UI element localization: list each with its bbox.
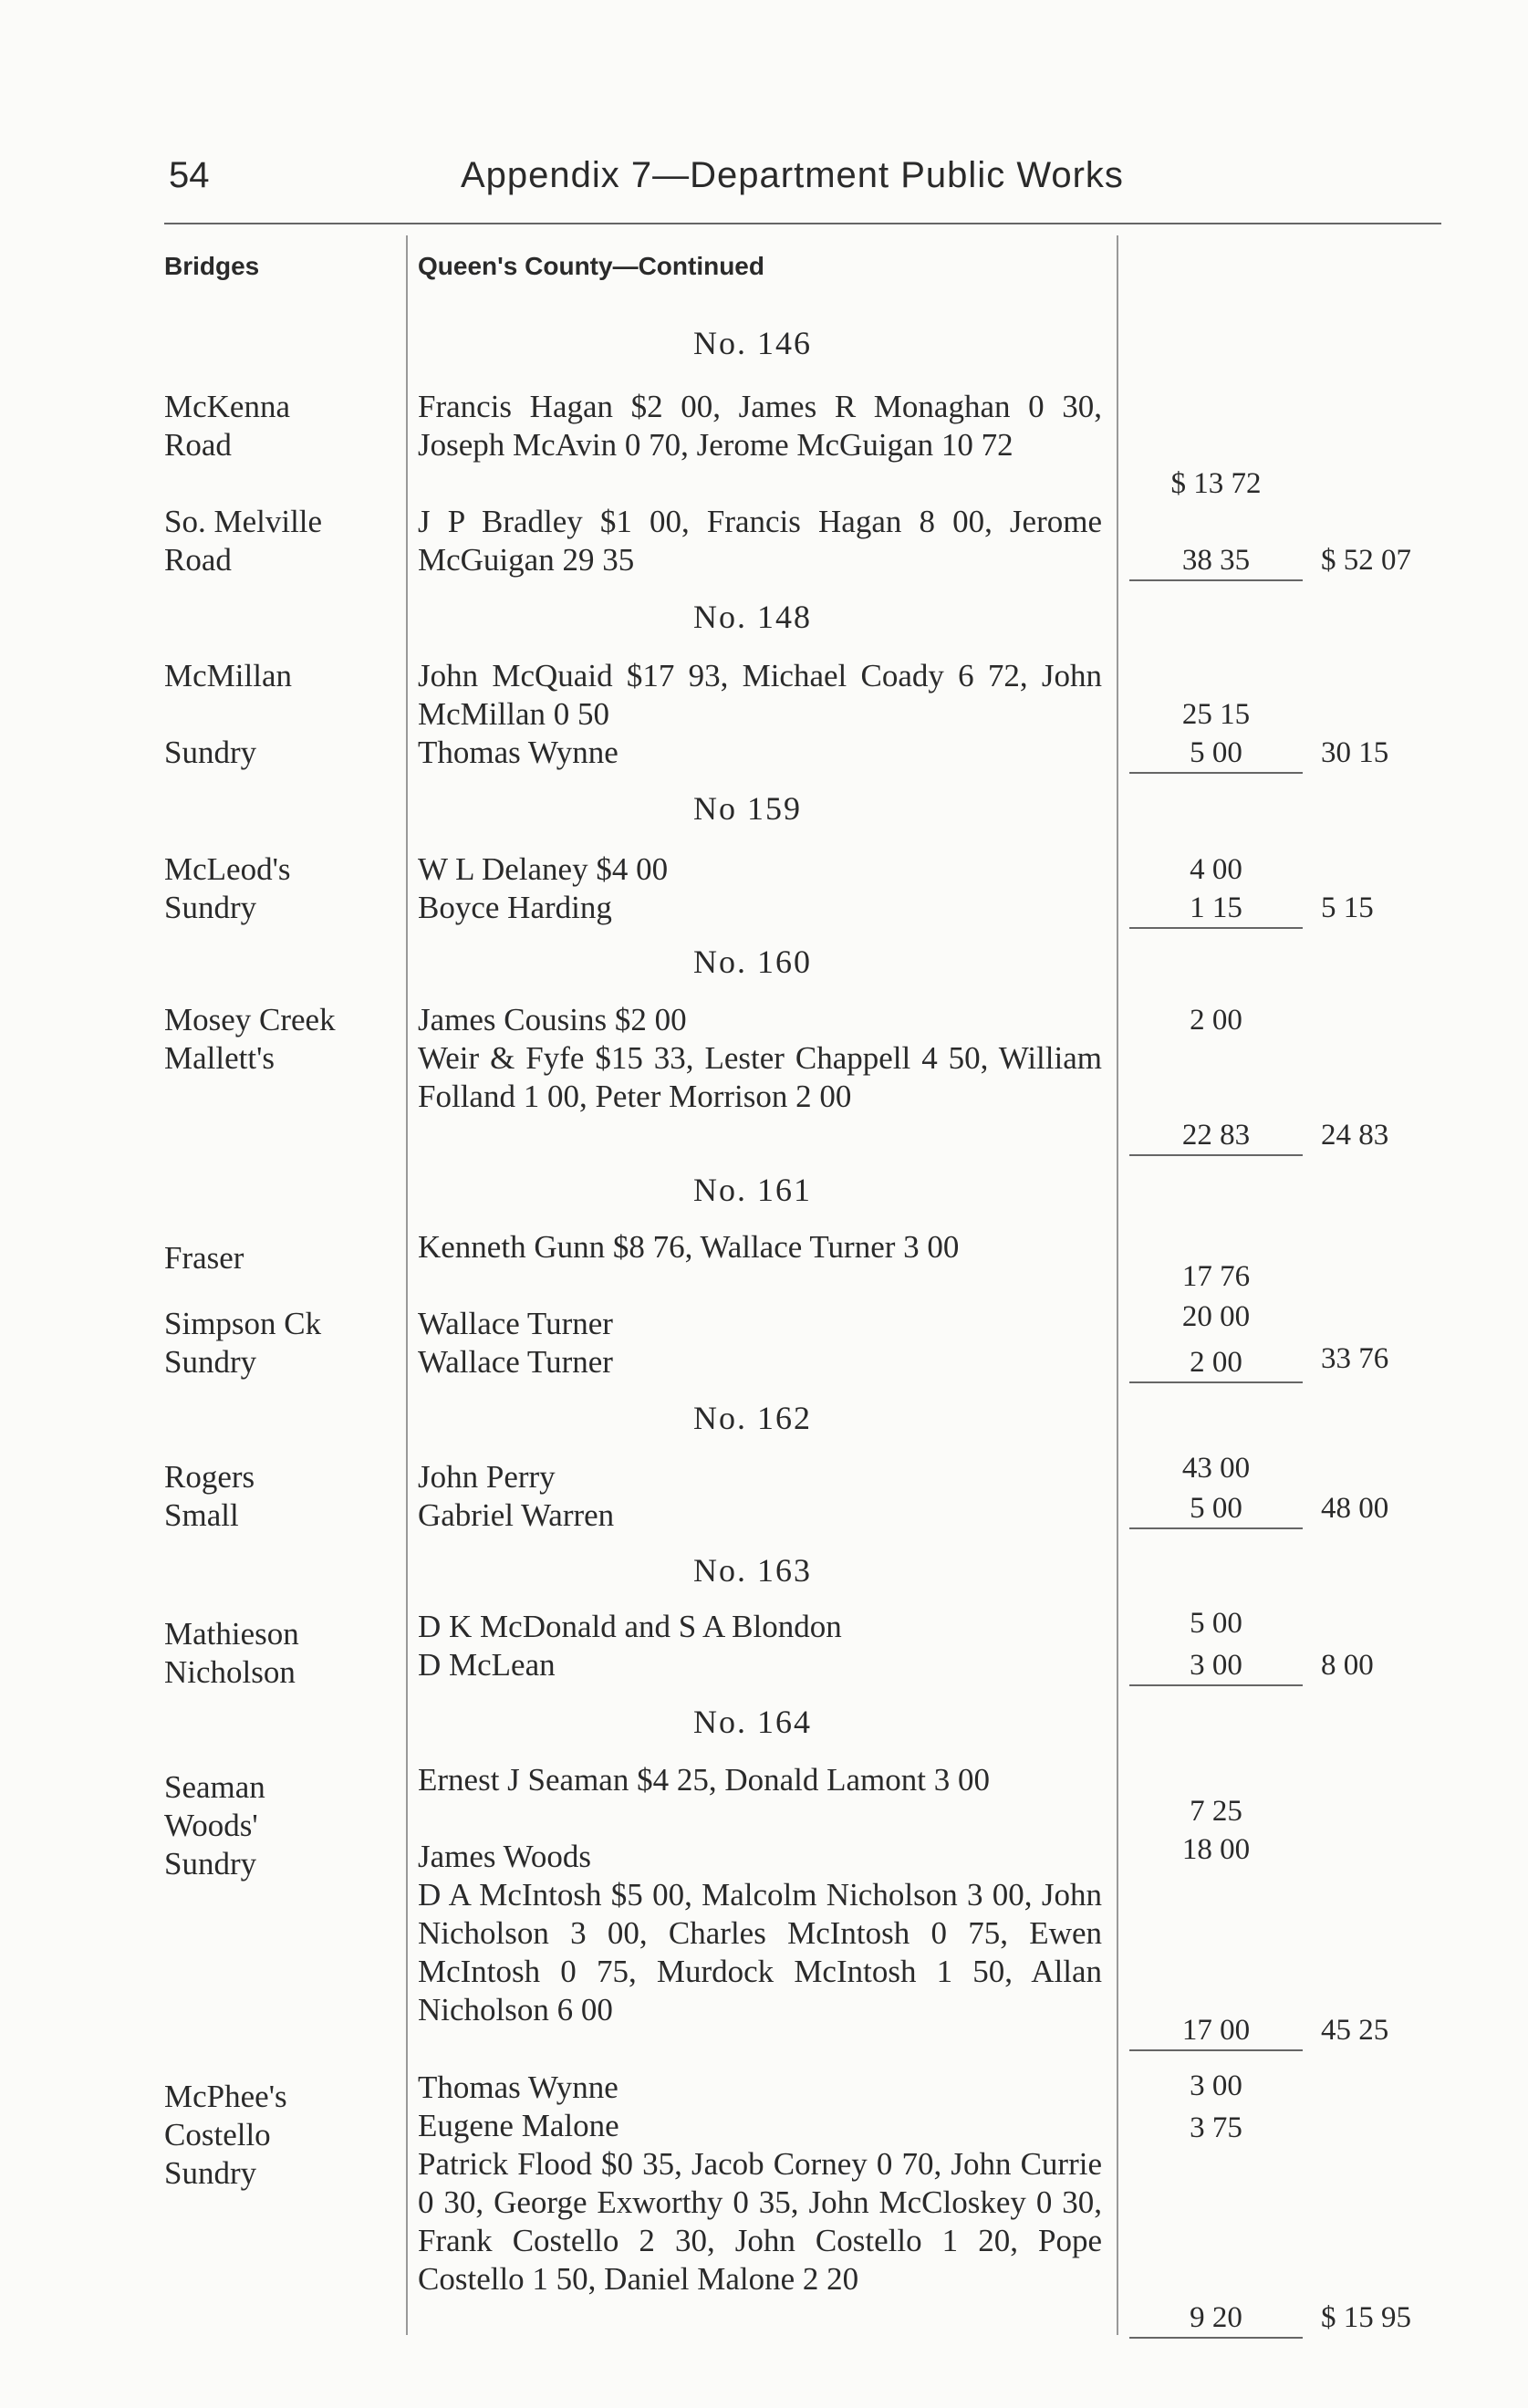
section-total: 48 00 bbox=[1321, 1492, 1389, 1525]
item-amount: 3 75 bbox=[1190, 2111, 1242, 2144]
column-divider-right bbox=[1117, 235, 1118, 2335]
bridge-name: Costello bbox=[164, 2117, 271, 2153]
item-amount: 4 00 bbox=[1190, 853, 1242, 886]
payee-description: J P Bradley $1 00, Francis Hagan 8 00, Jerome McGuigan 29 35 bbox=[418, 504, 1102, 578]
item-amount: 2 00 bbox=[1129, 1343, 1303, 1383]
bridge-name: McMillan bbox=[164, 658, 292, 693]
payee-description: Patrick Flood $0 35, Jacob Corney 0 70, John Currie 0 30, George Exworthy 0 35, John McCloskey 0 30, Frank Costello 2 30, John Costello 1 20, Pope Costello 1 50, Daniel Malone 2 20 bbox=[418, 2146, 1102, 2297]
payee-description: Boyce Harding bbox=[418, 890, 612, 925]
item-amount: 1 15 bbox=[1129, 889, 1303, 929]
item-amount: 9 20 bbox=[1129, 2299, 1303, 2339]
bridge-name: McLeod's bbox=[164, 851, 291, 887]
bridge-name: Fraser bbox=[164, 1240, 244, 1276]
payee-description: Wallace Turner bbox=[418, 1344, 613, 1380]
item-amount: 25 15 bbox=[1181, 698, 1251, 731]
section-number: No. 162 bbox=[693, 1400, 812, 1436]
column-divider-left bbox=[406, 235, 408, 2335]
section-total: 24 83 bbox=[1321, 1119, 1389, 1152]
section-number: No. 160 bbox=[693, 943, 812, 980]
item-amount: 2 00 bbox=[1190, 1004, 1242, 1037]
payee-description: Eugene Malone bbox=[418, 2108, 619, 2143]
bridge-name: So. Melville Road bbox=[164, 504, 323, 578]
section-total: 5 15 bbox=[1321, 891, 1374, 924]
bridge-name: McPhee's bbox=[164, 2079, 287, 2114]
payee-description: D A McIntosh $5 00, Malcolm Nicholson 3 00, John Nicholson 3 00, Charles McIntosh 0 75, Ewen McIntosh 0 75, Murdock McIntosh 1 50, Allan Nicholson 6 00 bbox=[418, 1877, 1102, 2028]
item-amount: 20 00 bbox=[1181, 1300, 1251, 1333]
item-amount: 7 25 bbox=[1190, 1795, 1242, 1828]
payee-description: Gabriel Warren bbox=[418, 1497, 615, 1533]
item-amount: 5 00 bbox=[1129, 734, 1303, 774]
payee-description: Thomas Wynne bbox=[418, 735, 618, 770]
payee-description: Wallace Turner bbox=[418, 1306, 613, 1341]
payee-description: Francis Hagan $2 00, James R Monaghan 0 30, Joseph McAvin 0 70, Jerome McGuigan 10 72 bbox=[418, 389, 1102, 463]
section-number: No. 148 bbox=[693, 599, 812, 635]
item-amount: 18 00 bbox=[1181, 1833, 1251, 1866]
bridge-name: Rogers bbox=[164, 1459, 255, 1495]
item-amount: 22 83 bbox=[1129, 1116, 1303, 1156]
item-amount: 38 35 bbox=[1129, 541, 1303, 581]
bridge-name: McKenna Road bbox=[164, 389, 291, 463]
section-total: 45 25 bbox=[1321, 2014, 1389, 2047]
item-amount: 5 00 bbox=[1129, 1489, 1303, 1529]
item-amount: 3 00 bbox=[1190, 2069, 1242, 2102]
header-rule bbox=[164, 223, 1441, 224]
item-amount: 43 00 bbox=[1181, 1452, 1251, 1485]
section-total: 30 15 bbox=[1321, 736, 1389, 769]
payee-description: James Cousins $2 00 bbox=[418, 1002, 687, 1037]
payee-description: Kenneth Gunn $8 76, Wallace Turner 3 00 bbox=[418, 1229, 960, 1265]
bridge-name: Sundry bbox=[164, 1344, 257, 1380]
bridge-name: Seaman bbox=[164, 1769, 265, 1805]
item-amount: 17 76 bbox=[1181, 1260, 1251, 1293]
section-number: No. 146 bbox=[693, 325, 812, 361]
bridge-name: Sundry bbox=[164, 890, 257, 925]
payee-description: John Perry bbox=[418, 1459, 556, 1495]
payee-description: Ernest J Seaman $4 25, Donald Lamont 3 00 bbox=[418, 1762, 990, 1798]
bridge-name: Mosey Creek bbox=[164, 1002, 336, 1037]
section-number: No 159 bbox=[693, 790, 802, 827]
bridge-name: Nicholson bbox=[164, 1654, 296, 1690]
section-total: 33 76 bbox=[1321, 1342, 1389, 1375]
section-total: 8 00 bbox=[1321, 1649, 1374, 1682]
payee-description: W L Delaney $4 00 bbox=[418, 851, 669, 887]
item-amount: 17 00 bbox=[1129, 2011, 1303, 2051]
bridges-column-heading: Bridges bbox=[164, 252, 260, 280]
item-amount: 3 00 bbox=[1129, 1646, 1303, 1686]
bridge-name: Sundry bbox=[164, 2155, 257, 2191]
page-header bbox=[0, 155, 1528, 210]
item-amount: 5 00 bbox=[1190, 1607, 1242, 1640]
page-title: Appendix 7—Department Public Works bbox=[461, 155, 1124, 195]
bridge-name: Small bbox=[164, 1497, 239, 1533]
section-number: No. 163 bbox=[693, 1552, 812, 1589]
payee-description: John McQuaid $17 93, Michael Coady 6 72, John McMillan 0 50 bbox=[418, 658, 1102, 732]
county-column-heading: Queen's County—Continued bbox=[418, 252, 764, 280]
bridge-name: Sundry bbox=[164, 735, 257, 770]
bridge-name: Woods' bbox=[164, 1808, 258, 1843]
section-number: No. 164 bbox=[693, 1704, 812, 1740]
bridge-name: Simpson Ck bbox=[164, 1306, 322, 1341]
bridge-name: Mathieson bbox=[164, 1616, 299, 1652]
payee-description: James Woods bbox=[418, 1839, 592, 1874]
payee-description: Weir & Fyfe $15 33, Lester Chappell 4 50, William Folland 1 00, Peter Morrison 2 00 bbox=[418, 1040, 1102, 1114]
payee-description: D McLean bbox=[418, 1647, 556, 1683]
section-total: $ 52 07 bbox=[1321, 544, 1411, 577]
payee-description: Thomas Wynne bbox=[418, 2069, 618, 2105]
item-amount: $ 13 72 bbox=[1170, 467, 1262, 500]
section-total: $ 15 95 bbox=[1321, 2301, 1411, 2334]
payee-description: D K McDonald and S A Blondon bbox=[418, 1609, 842, 1644]
bridge-name: Sundry bbox=[164, 1846, 257, 1882]
section-number: No. 161 bbox=[693, 1172, 812, 1208]
bridge-name: Mallett's bbox=[164, 1040, 275, 1076]
page-number: 54 bbox=[169, 155, 210, 195]
